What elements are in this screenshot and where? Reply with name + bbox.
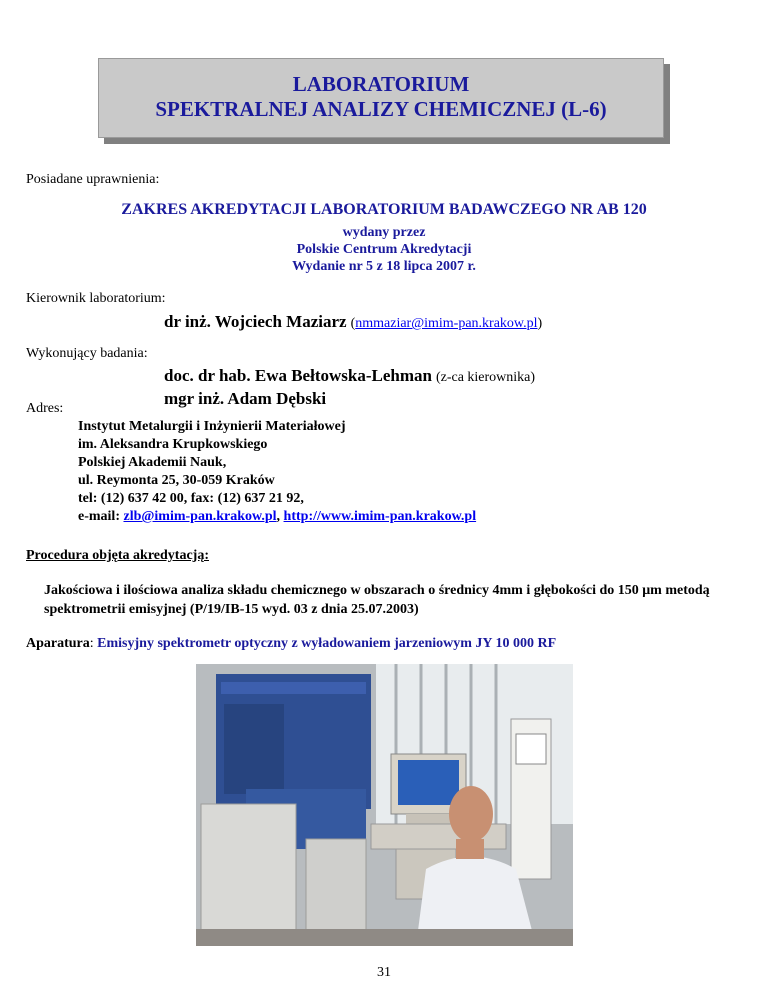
address-line-2: im. Aleksandra Krupkowskiego	[78, 437, 268, 452]
address-line-4: ul. Reymonta 25, 30-059 Kraków	[78, 473, 275, 488]
staff-person-1	[164, 365, 535, 388]
title-box	[98, 58, 664, 138]
staff-label: Wykonujący badania:	[26, 346, 148, 361]
edition: Wydanie nr 5 z 18 lipca 2007 r.	[292, 259, 476, 274]
apparatus-colon: :	[89, 636, 94, 651]
head-email-close: )	[537, 316, 543, 331]
head-email-link[interactable]: nmmaziar@imim-pan.krakow.pl	[355, 316, 538, 331]
issued-by: wydany przez	[342, 225, 426, 240]
staff-person-1-role: (z-ca kierownika)	[435, 370, 536, 385]
head-email-open: (	[350, 316, 356, 331]
accreditation-title: ZAKRES AKREDYTACJI LABORATORIUM BADAWCZEGO NR AB 120	[121, 201, 647, 218]
staff-list	[164, 365, 535, 409]
apparatus-label: Aparatura	[26, 636, 90, 651]
head-name: dr inż. Wojciech Maziarz	[164, 312, 347, 331]
lab-photo-illustration	[196, 664, 573, 946]
address-block	[78, 418, 476, 526]
procedure-text: Jakościowa i ilościowa analiza składu chemicznego w obszarach o średnicy 4mm i głębokości do 150 μm metodą spektrometrii emisyjnej (P/19/IB-15 wyd. 03 z dnia 25.07.2003)	[44, 583, 710, 617]
email-separator: ,	[276, 509, 281, 524]
apparatus-value: Emisyjny spektrometr optyczny z wyładowaniem jarzeniowym JY 10 000 RF	[97, 636, 557, 651]
accreditation-details	[0, 224, 768, 275]
address-label: Adres:	[26, 401, 64, 416]
address-line-5: tel: (12) 637 42 00, fax: (12) 637 21 92,	[78, 491, 304, 506]
email-label: e-mail:	[78, 509, 120, 524]
issuer: Polskie Centrum Akredytacji	[296, 242, 472, 257]
head-row	[164, 312, 542, 332]
title-line-1: LABORATORIUM	[292, 72, 470, 96]
page-number: 31	[377, 965, 391, 980]
address-line-3: Polskiej Akademii Nauk,	[78, 455, 227, 470]
address-line-6	[78, 508, 476, 526]
title-line-2: SPEKTRALNEJ ANALIZY CHEMICZNEJ (L-6)	[155, 97, 607, 121]
address-line-1: Instytut Metalurgii i Inżynierii Materiałowej	[78, 419, 346, 434]
email-link[interactable]: zlb@imim-pan.krakow.pl	[123, 509, 277, 524]
staff-person-1-name: doc. dr hab. Ewa Bełtowska-Lehman	[164, 366, 432, 385]
website-link[interactable]: http://www.imim-pan.krakow.pl	[283, 509, 477, 524]
head-label: Kierownik laboratorium:	[26, 291, 166, 306]
staff-person-2-name: mgr inż. Adam Dębski	[164, 389, 327, 408]
procedure-heading: Procedura objęta akredytacją:	[26, 548, 209, 563]
lab-photo	[196, 664, 573, 946]
apparatus-row	[26, 636, 556, 652]
permissions-label: Posiadane uprawnienia:	[26, 172, 160, 187]
